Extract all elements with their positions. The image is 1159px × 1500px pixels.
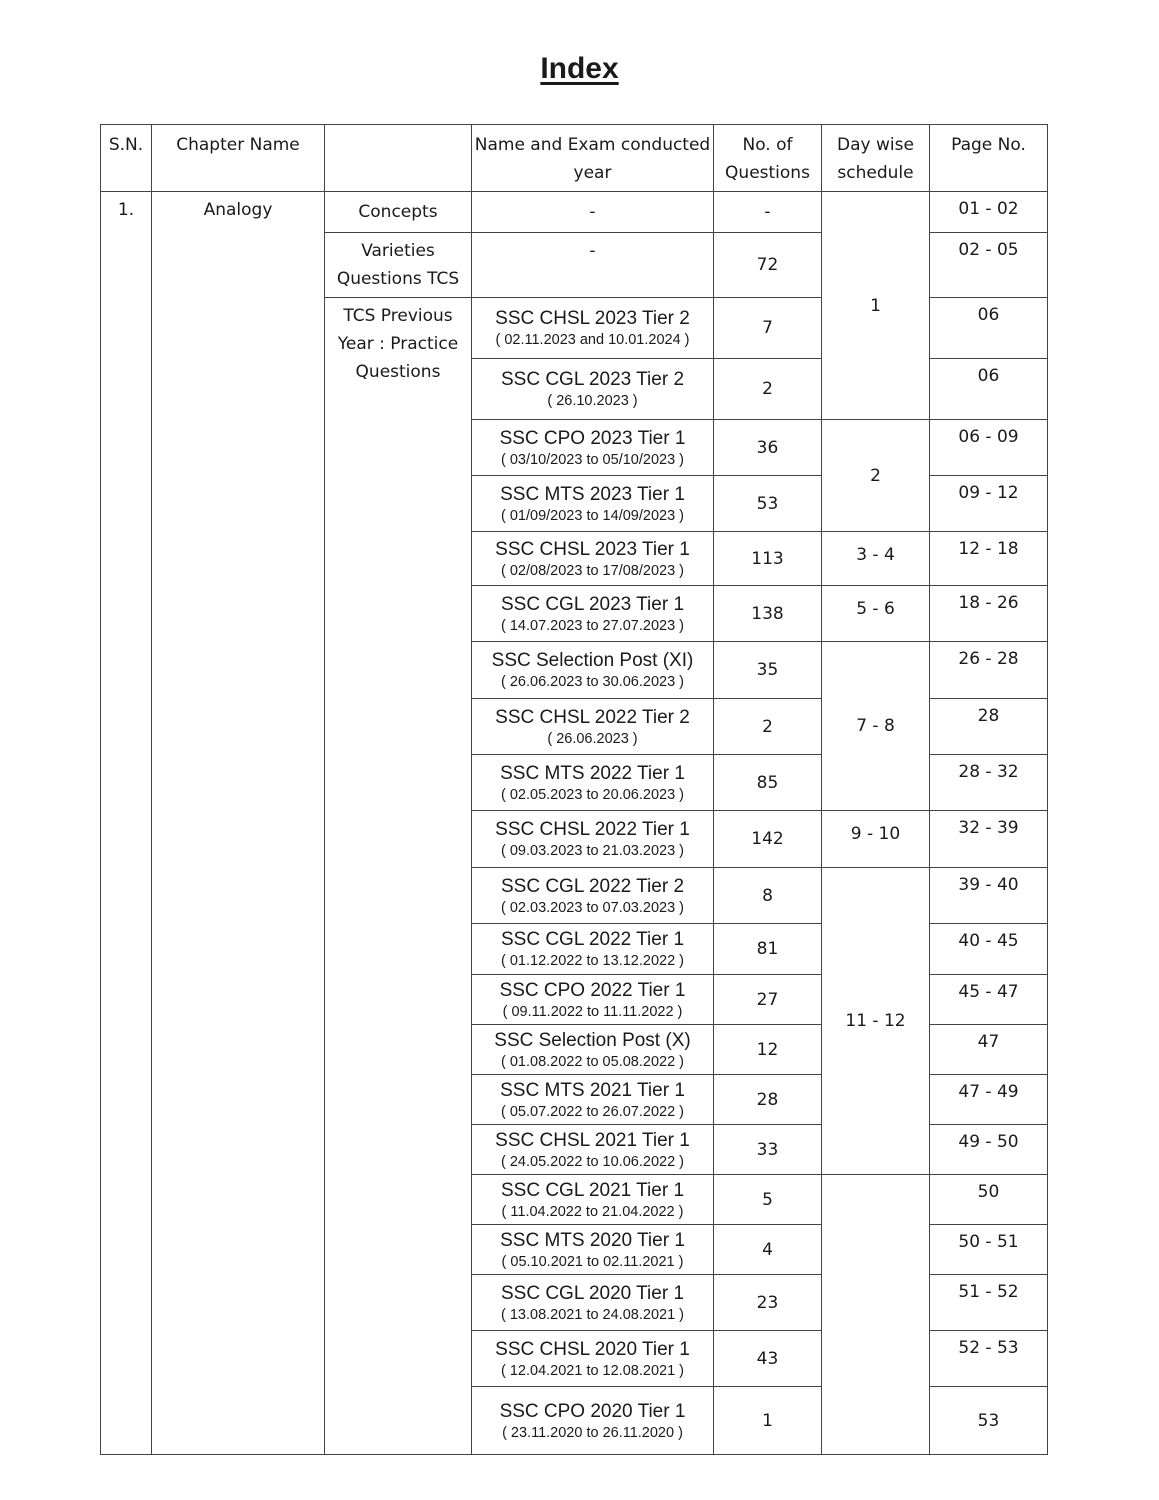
questions-cell: 12 — [714, 1025, 822, 1075]
exam-name: SSC CHSL 2023 Tier 2 — [495, 308, 690, 329]
exam-dates: ( 02.03.2023 to 07.03.2023 ) — [500, 899, 684, 916]
page-cell: 26 - 28 — [930, 642, 1048, 699]
schedule-day-2: 2 — [822, 420, 930, 532]
page-cell: 50 — [930, 1175, 1048, 1225]
questions-cell: 85 — [714, 755, 822, 811]
schedule-day-9-10: 9 - 10 — [822, 811, 930, 868]
exam-cell — [472, 1387, 714, 1455]
exam-dates: ( 26.06.2023 ) — [547, 730, 638, 747]
exam-name: SSC CGL 2020 Tier 1 — [500, 1282, 685, 1304]
exam-dates: ( 05.07.2022 to 26.07.2022 ) — [500, 1103, 684, 1120]
header-row — [101, 125, 1048, 192]
page-cell: 40 - 45 — [930, 924, 1048, 975]
exam-name: SSC Selection Post (XI) — [491, 650, 694, 671]
exam-name: SSC CGL 2023 Tier 1 — [500, 593, 685, 615]
page-cell: 06 — [930, 298, 1048, 359]
page-cell: 32 - 39 — [930, 811, 1048, 868]
exam-cell — [472, 420, 714, 476]
exam-dates: ( 01.12.2022 to 13.12.2022 ) — [500, 953, 684, 969]
exam-cell — [472, 298, 714, 359]
questions-cell: 2 — [714, 359, 822, 420]
exam-dates: ( 24.05.2022 to 10.06.2022 ) — [500, 1153, 684, 1170]
schedule-day-3-4: 3 - 4 — [822, 532, 930, 586]
questions-cell: 43 — [714, 1331, 822, 1387]
exam-cell — [472, 975, 714, 1025]
exam-dates: ( 23.11.2020 to 26.11.2020 ) — [502, 1424, 683, 1441]
page-cell: 09 - 12 — [930, 476, 1048, 532]
schedule-blank — [822, 1175, 930, 1455]
page-cell: 45 - 47 — [930, 975, 1048, 1025]
questions-cell: 4 — [714, 1225, 822, 1275]
page-title: Index — [540, 52, 619, 85]
table-row — [101, 192, 1048, 233]
exam-dates: ( 13.08.2021 to 24.08.2021 ) — [500, 1306, 684, 1323]
questions-cell: 1 — [714, 1387, 822, 1455]
exam-name: SSC CGL 2022 Tier 2 — [500, 875, 685, 897]
header-page: Page No. — [930, 125, 1048, 192]
exam-name: SSC CHSL 2022 Tier 1 — [495, 819, 690, 840]
questions-cell: 5 — [714, 1175, 822, 1225]
exam-name: SSC CGL 2023 Tier 2 — [500, 369, 685, 390]
exam-cell — [472, 1025, 714, 1075]
questions-cell: 81 — [714, 924, 822, 975]
section-concepts: Concepts — [325, 192, 472, 233]
exam-cell — [472, 811, 714, 868]
exam-cell — [472, 1125, 714, 1175]
page-cell: 39 - 40 — [930, 868, 1048, 924]
page-cell: 02 - 05 — [930, 233, 1048, 298]
exam-dates: ( 11.04.2022 to 21.04.2022 ) — [501, 1203, 684, 1220]
exam-cell — [472, 642, 714, 699]
header-chapter-name: Chapter Name — [152, 125, 325, 192]
chapter-sn: 1. — [101, 192, 152, 1455]
page-cell: 50 - 51 — [930, 1225, 1048, 1275]
exam-name: SSC CPO 2020 Tier 1 — [499, 1400, 686, 1422]
exam-cell — [472, 1225, 714, 1275]
exam-name: SSC Selection Post (X) — [494, 1029, 691, 1051]
exam-cell — [472, 359, 714, 420]
exam-name: SSC MTS 2021 Tier 1 — [500, 1079, 685, 1101]
page-cell: 01 - 02 — [930, 192, 1048, 233]
exam-cell — [472, 586, 714, 642]
exam-dates: ( 12.04.2021 to 12.08.2021 ) — [500, 1362, 684, 1379]
questions-cell: 142 — [714, 811, 822, 868]
exam-dates: ( 01.08.2022 to 05.08.2022 ) — [500, 1053, 684, 1070]
page-cell: 28 - 32 — [930, 755, 1048, 811]
exam-name: SSC CHSL 2021 Tier 1 — [495, 1129, 690, 1151]
questions-cell: 113 — [714, 532, 822, 586]
questions-cell: 2 — [714, 699, 822, 755]
page-cell: 18 - 26 — [930, 586, 1048, 642]
page-cell: 47 — [930, 1025, 1048, 1075]
questions-cell: 138 — [714, 586, 822, 642]
page-cell: 53 — [930, 1387, 1048, 1455]
questions-cell: 28 — [714, 1075, 822, 1125]
questions-cell: 53 — [714, 476, 822, 532]
page-cell: 06 — [930, 359, 1048, 420]
exam-dates: ( 09.11.2022 to 11.11.2022 ) — [502, 1003, 683, 1020]
questions-cell: 33 — [714, 1125, 822, 1175]
exam-cell — [472, 699, 714, 755]
header-blank — [325, 125, 472, 192]
exam-dates: ( 09.03.2023 to 21.03.2023 ) — [500, 843, 684, 859]
exam-name: SSC CGL 2021 Tier 1 — [500, 1179, 685, 1201]
exam-dates: ( 02/08/2023 to 17/08/2023 ) — [500, 562, 684, 579]
exam-name: SSC MTS 2020 Tier 1 — [500, 1229, 685, 1251]
exam-cell: - — [472, 233, 714, 298]
exam-name: SSC CPO 2022 Tier 1 — [499, 979, 686, 1001]
questions-cell: 35 — [714, 642, 822, 699]
exam-cell — [472, 868, 714, 924]
exam-dates: ( 03/10/2023 to 05/10/2023 ) — [500, 451, 684, 468]
exam-cell — [472, 1275, 714, 1331]
schedule-day-7-8: 7 - 8 — [822, 642, 930, 811]
exam-dates: ( 01/09/2023 to 14/09/2023 ) — [500, 507, 684, 524]
page-cell: 12 - 18 — [930, 532, 1048, 586]
page-cell: 47 - 49 — [930, 1075, 1048, 1125]
exam-name: SSC CPO 2023 Tier 1 — [499, 427, 686, 449]
exam-cell — [472, 1175, 714, 1225]
page-cell: 51 - 52 — [930, 1275, 1048, 1331]
header-schedule: Day wise schedule — [822, 125, 930, 192]
chapter-name: Analogy — [152, 192, 325, 1455]
exam-cell — [472, 924, 714, 975]
section-varieties: Varieties Questions TCS — [325, 233, 472, 298]
questions-cell: 36 — [714, 420, 822, 476]
page-cell: 28 — [930, 699, 1048, 755]
exam-name: SSC MTS 2022 Tier 1 — [500, 762, 685, 784]
schedule-day-5-6: 5 - 6 — [822, 586, 930, 642]
exam-name: SSC MTS 2023 Tier 1 — [500, 483, 685, 505]
exam-dates: ( 02.11.2023 and 10.01.2024 ) — [495, 332, 690, 348]
header-exam: Name and Exam conducted year — [472, 125, 714, 192]
exam-name: SSC CGL 2022 Tier 1 — [500, 929, 685, 950]
exam-cell — [472, 532, 714, 586]
questions-cell: 23 — [714, 1275, 822, 1331]
section-tcs-previous: TCS Previous Year : Practice Questions — [325, 298, 472, 1455]
index-table — [100, 124, 1048, 1455]
exam-dates: ( 02.05.2023 to 20.06.2023 ) — [500, 786, 684, 803]
page-cell: 52 - 53 — [930, 1331, 1048, 1387]
questions-cell: 27 — [714, 975, 822, 1025]
exam-name: SSC CHSL 2020 Tier 1 — [495, 1338, 690, 1360]
questions-cell: 8 — [714, 868, 822, 924]
exam-cell — [472, 1075, 714, 1125]
exam-name: SSC CHSL 2023 Tier 1 — [495, 538, 690, 560]
exam-cell: - — [472, 192, 714, 233]
exam-cell — [472, 755, 714, 811]
exam-dates: ( 14.07.2023 to 27.07.2023 ) — [500, 617, 684, 634]
exam-cell — [472, 476, 714, 532]
exam-dates: ( 26.06.2023 to 30.06.2023 ) — [500, 674, 684, 690]
exam-dates: ( 05.10.2021 to 02.11.2021 ) — [501, 1253, 684, 1270]
exam-dates: ( 26.10.2023 ) — [547, 393, 638, 409]
questions-cell: 7 — [714, 298, 822, 359]
page-cell: 49 - 50 — [930, 1125, 1048, 1175]
header-questions: No. of Questions — [714, 125, 822, 192]
exam-cell — [472, 1331, 714, 1387]
page-cell: 06 - 09 — [930, 420, 1048, 476]
exam-name: SSC CHSL 2022 Tier 2 — [495, 706, 690, 728]
questions-cell: - — [714, 192, 822, 233]
schedule-day-11-12: 11 - 12 — [822, 868, 930, 1175]
questions-cell: 72 — [714, 233, 822, 298]
header-sn: S.N. — [101, 125, 152, 192]
schedule-day-1: 1 — [822, 192, 930, 420]
